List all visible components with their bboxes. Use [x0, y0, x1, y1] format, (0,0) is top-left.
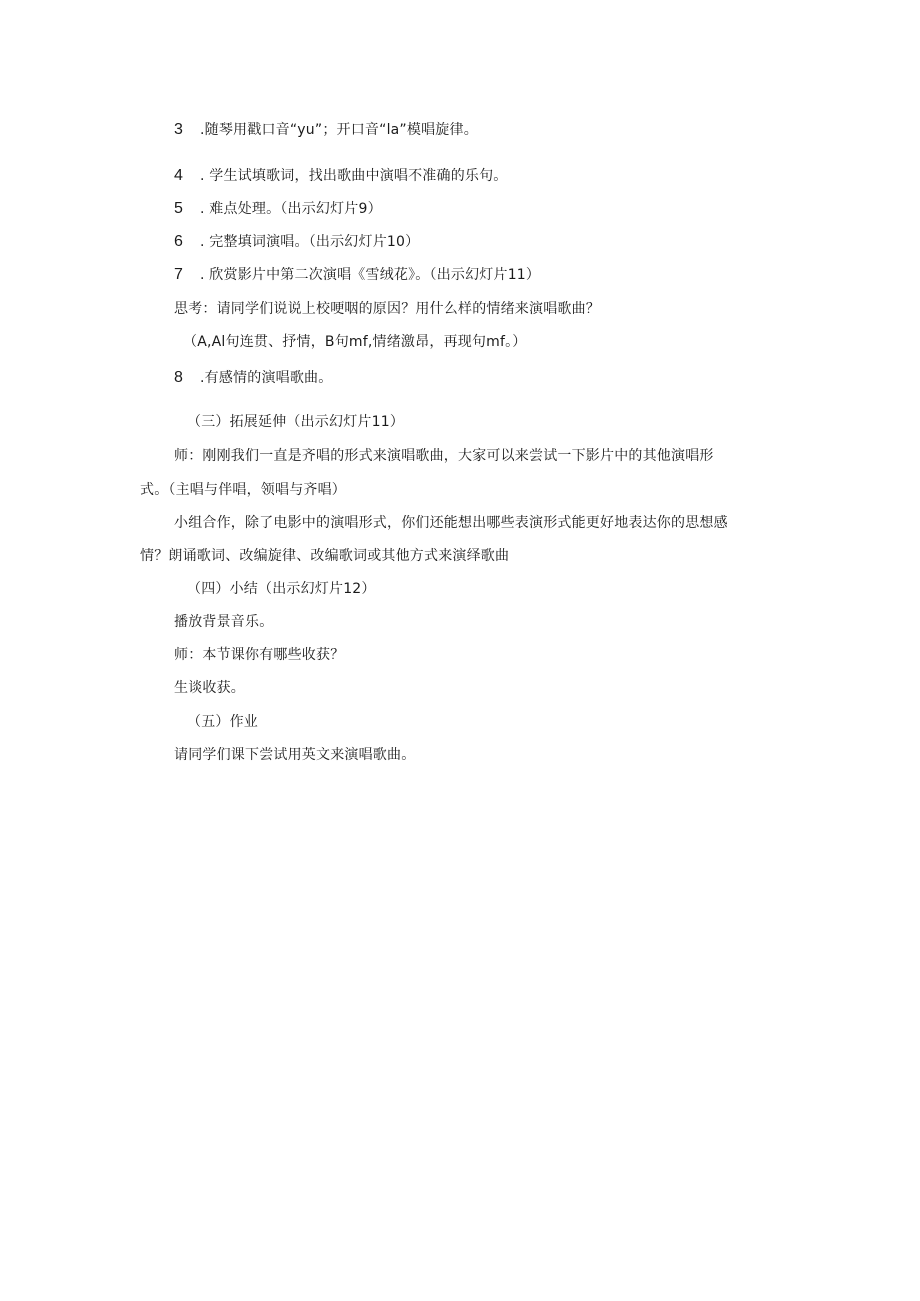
- step-5-line: [174, 199, 382, 219]
- step-3-line: [174, 120, 478, 140]
- section-heading-summary: （四）小结（出示幻灯片12）: [187, 581, 376, 597]
- step-text: . 学生试填歌词，找出歌曲中演唱不准确的乐句。: [200, 168, 508, 184]
- step-number: 8: [174, 369, 184, 386]
- paragraph-line: 情？朗诵歌词、改编旋律、改编歌词或其他方式来演绎歌曲: [140, 548, 510, 564]
- step-text: .有感情的演唱歌曲。: [200, 370, 333, 386]
- step-7-line: [174, 265, 540, 285]
- step-text: . 完整填词演唱。（出示幻灯片10）: [200, 234, 420, 250]
- section-heading-homework: （五）作业: [187, 714, 258, 730]
- step-number: 4: [174, 167, 184, 184]
- thinking-question: 思考：请同学们说说上校哽咽的原因？用什么样的情绪来演唱歌曲？: [174, 301, 600, 317]
- step-8-line: [174, 368, 332, 388]
- paragraph-line: 生谈收获。: [174, 680, 245, 696]
- paragraph-line: 式。（主唱与伴唱，领唱与齐唱）: [140, 482, 346, 498]
- step-text: .随琴用戳口音“yu”；开口音“la”模唱旋律。: [200, 122, 478, 138]
- step-number: 5: [174, 200, 184, 217]
- paragraph-line: 师：本节课你有哪些收获？: [174, 647, 345, 663]
- step-number: 6: [174, 233, 184, 250]
- thinking-answer: （A,Al句连贯、抒情，B句mf,情绪激昂，再现句mf。）: [183, 334, 527, 350]
- step-number: 7: [174, 266, 184, 283]
- step-text: . 难点处理。（出示幻灯片9）: [200, 201, 382, 217]
- step-text: . 欣赏影片中第二次演唱《雪绒花》。（出示幻灯片11）: [200, 267, 541, 283]
- step-number: 3: [174, 121, 184, 138]
- step-6-line: [174, 232, 419, 252]
- step-4-line: [174, 166, 508, 186]
- section-heading-extension: （三）拓展延伸（出示幻灯片11）: [187, 414, 405, 430]
- paragraph-line: 请同学们课下尝试用英文来演唱歌曲。: [174, 747, 416, 763]
- paragraph-line: 播放背景音乐。: [174, 614, 274, 630]
- paragraph-line: 小组合作，除了电影中的演唱形式，你们还能想出哪些表演形式能更好地表达你的思想感: [174, 515, 728, 531]
- paragraph-line: 师：刚刚我们一直是齐唱的形式来演唱歌曲，大家可以来尝试一下影片中的其他演唱形: [174, 448, 714, 464]
